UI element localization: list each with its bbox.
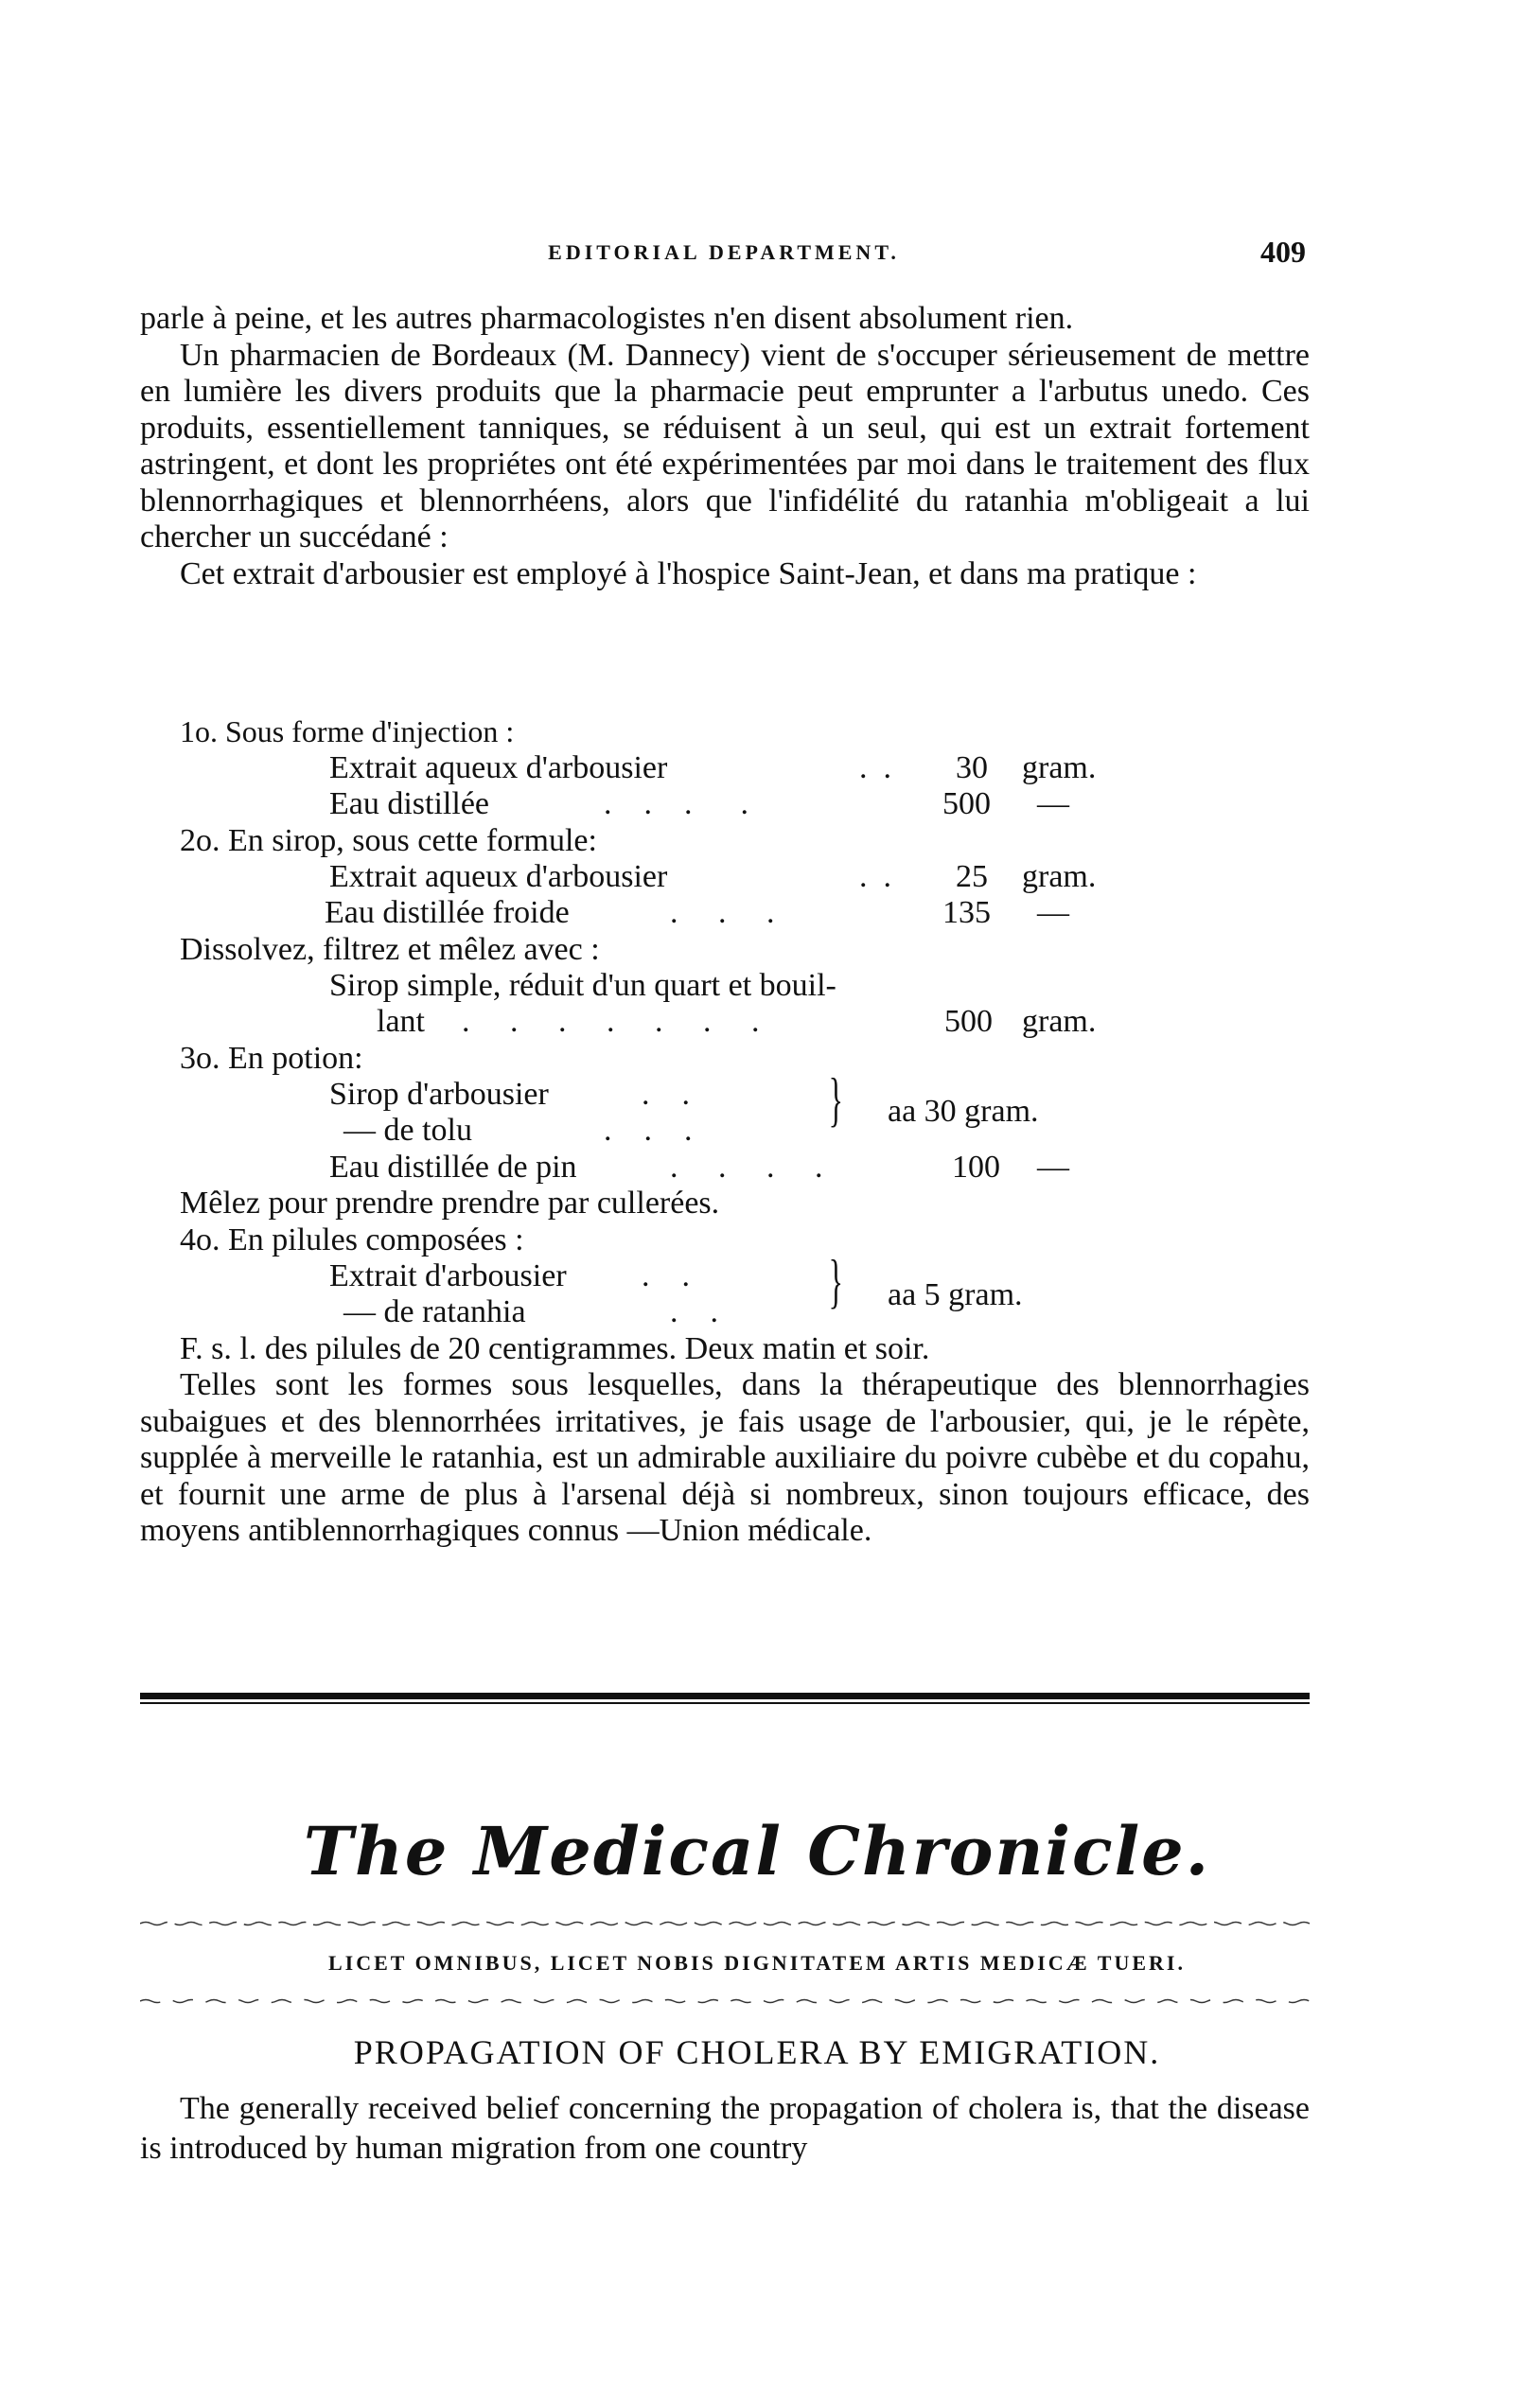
paragraph-2: Un pharmacien de Bordeaux (M. Dannecy) vient de s'occuper sérieusement de mettre en lumière les divers produits que la pharmacie peut emprunter a l'arbutus unedo. Ces produits, essentiellement tanniques, se réduisent à un seul, qui est un extrait fortement astringent, et dont les propriétes ont été expérimentées par moi dans le traitement des flux blennorrhagiques et blennorrhéens, alors que l'infidélité du ratanhia m'obligeait a lui chercher un succédané : (140, 337, 1310, 554)
recipe-2d-unit: gram. (1022, 1004, 1097, 1039)
recipe-2b-dots: . . . (670, 895, 775, 930)
closing-block (140, 1367, 1310, 1550)
section-rule-thin (140, 1702, 1310, 1704)
recipe-1a-qty: 30 (956, 750, 988, 785)
recipe-2b-qty: 135 (942, 895, 991, 930)
recipe-3a-dots: . . (642, 1077, 690, 1112)
recipe-2-label: 2o. En sirop, sous cette formule: (180, 823, 597, 858)
recipe-1a-dots: . . (859, 750, 891, 785)
recipe-3c-qty: 100 (952, 1150, 1000, 1185)
page-number: 409 (1260, 235, 1306, 269)
masthead-motto: LICET OMNIBUS, LICET NOBIS DIGNITATEM ARTIS MEDICÆ TUERI. (328, 1951, 1186, 1975)
recipe-1b-unit: — (1037, 786, 1069, 821)
ornament-rule-bottom (140, 1998, 1310, 2004)
recipe-4c: F. s. l. des pilules de 20 centigrammes. Deux matin et soir. (180, 1331, 930, 1366)
article-body (140, 2089, 1310, 2169)
recipe-2a-name: Extrait aqueux d'arbousier (329, 859, 668, 894)
recipe-3c-unit: — (1037, 1150, 1069, 1185)
recipe-1a-unit: gram. (1022, 750, 1097, 785)
recipe-1a-name: Extrait aqueux d'arbousier (329, 750, 668, 785)
recipe-4b-dots: . . (670, 1294, 718, 1329)
recipe-2b-name: Eau distillée froide (325, 895, 570, 930)
recipe-1b-name: Eau distillée (329, 786, 490, 821)
section-rule-thick (140, 1693, 1310, 1699)
recipe-2d-dots: . . . . . . . (462, 1004, 760, 1039)
recipe-4b-name: — de ratanhia (343, 1294, 526, 1329)
recipe-2a-dots: . . (859, 859, 891, 894)
recipe-3a-name: Sirop d'arbousier (329, 1077, 549, 1112)
recipe-4ab-qty: aa 5 gram. (888, 1277, 1023, 1312)
recipe-4a-dots: . . (642, 1258, 690, 1293)
recipe-3c-dots: . . . . (670, 1150, 823, 1185)
recipe-2c: Dissolvez, filtrez et mêlez avec : (180, 932, 600, 967)
closing-paragraph: Telles sont les formes sous lesquelles, dans la thérapeutique des blennorrhagies subaigues et des blennorrhées irritatives, je fais usage de l'arbousier, qui, je le répète, supplée à merveille le ratanhia, est un admirable auxiliaire du poivre cubèbe et du copahu, et fournit une arme de plus à l'arsenal déjà si nombreux, sinon toujours efficace, des moyens antiblennorrhagiques connus —Union médicale. (140, 1367, 1310, 1548)
article-paragraph: The generally received belief concerning the propagation of cholera is, that the disease is introduced by human migration from one country (140, 2091, 1310, 2166)
recipe-4a-name: Extrait d'arbousier (329, 1258, 567, 1293)
paragraph-3: Cet extrait d'arbousier est employé à l'hospice Saint-Jean, et dans ma pratique : (180, 555, 1197, 591)
running-head (142, 235, 1306, 272)
recipe-3b-dots: . . . (604, 1113, 693, 1148)
recipe-2d-line2: lant (377, 1004, 425, 1039)
paragraph-1: parle à peine, et les autres pharmacologistes n'en disent absolument rien. (140, 301, 1074, 336)
recipe-4-label: 4o. En pilules composées : (180, 1222, 524, 1257)
brace-4: } (828, 1247, 844, 1314)
recipe-2d-qty: 500 (944, 1004, 993, 1039)
recipe-2a-unit: gram. (1022, 859, 1097, 894)
running-title: EDITORIAL DEPARTMENT. (548, 240, 900, 264)
recipe-1-label: 1o. Sous forme d'injection : (180, 714, 515, 748)
text-block (140, 301, 1310, 592)
recipe-3d: Mêlez pour prendre prendre par cullerées. (180, 1186, 720, 1221)
article-title: PROPAGATION OF CHOLERA BY EMIGRATION. (353, 2033, 1161, 2071)
recipe-2a-qty: 25 (956, 859, 988, 894)
recipe-3-label: 3o. En potion: (180, 1041, 363, 1076)
recipe-3c-name: Eau distillée de pin (329, 1150, 577, 1185)
ornament-rule-top (140, 1921, 1310, 1926)
brace-3: } (828, 1065, 844, 1133)
recipe-1b-dots: . . . . (604, 786, 748, 821)
recipe-2d-line1: Sirop simple, réduit d'un quart et bouil- (329, 968, 836, 1003)
masthead-title: The Medical Chronicle. (303, 1812, 1211, 1890)
recipe-3b-name: — de tolu (343, 1113, 472, 1148)
recipe-1b-qty: 500 (942, 786, 991, 821)
recipe-2b-unit: — (1037, 895, 1069, 930)
recipe-3ab-qty: aa 30 gram. (888, 1094, 1039, 1129)
